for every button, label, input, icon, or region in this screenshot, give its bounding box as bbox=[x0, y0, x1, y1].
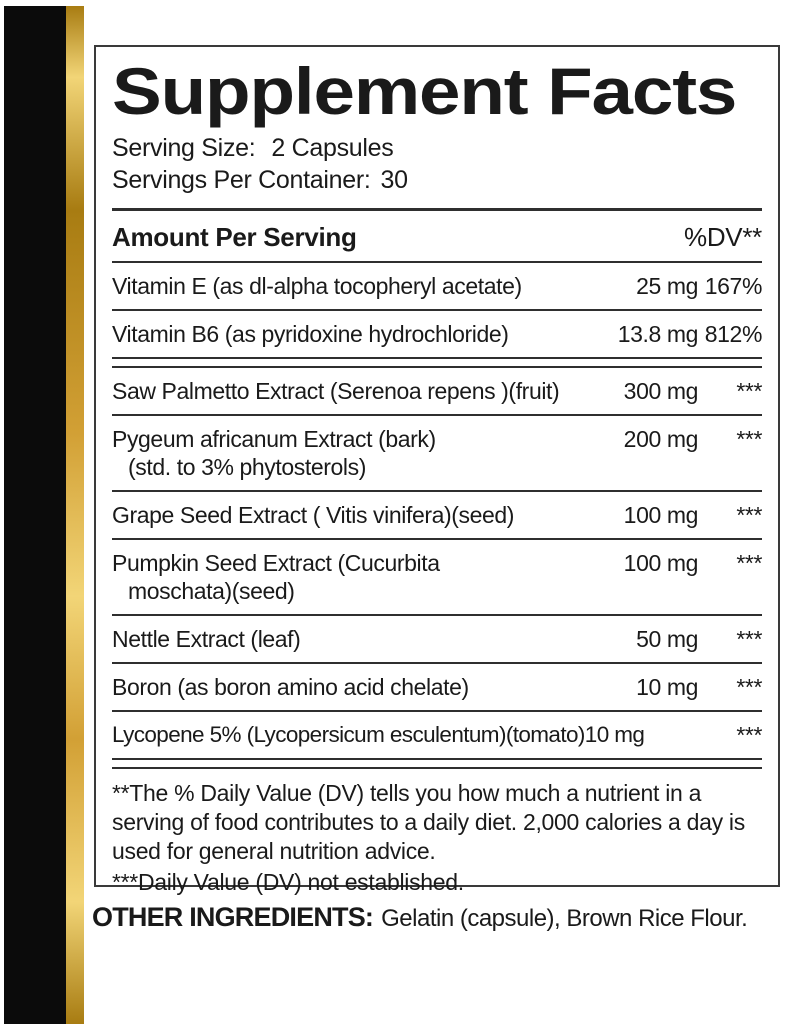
gold-accent-stripe bbox=[66, 6, 84, 1024]
nutrient-dv: *** bbox=[736, 626, 762, 653]
supplement-facts-panel bbox=[94, 45, 780, 896]
row-nettle bbox=[112, 616, 762, 662]
nutrient-dv: *** bbox=[736, 722, 762, 749]
nutrient-amount: 50 mg bbox=[636, 626, 698, 653]
left-black-bar bbox=[4, 6, 66, 1024]
nutrient-name: Nettle Extract (leaf) bbox=[112, 626, 301, 653]
amount-per-serving-header: Amount Per Serving bbox=[112, 222, 357, 253]
divider-double bbox=[112, 758, 762, 769]
nutrient-amount: 200 mg bbox=[623, 426, 698, 453]
nutrient-name-line2: (std. to 3% phytosterols) bbox=[128, 454, 366, 481]
divider-double bbox=[112, 357, 762, 368]
row-vitamin-b6 bbox=[112, 311, 762, 357]
serving-size-line bbox=[112, 132, 762, 164]
servings-per-container-value: 30 bbox=[380, 166, 408, 195]
row-pumpkin-seed bbox=[112, 540, 762, 614]
row-pygeum bbox=[112, 416, 762, 490]
nutrient-dv: *** bbox=[736, 426, 762, 453]
nutrient-dv: 167% bbox=[704, 273, 762, 300]
other-ingredients-label: OTHER INGREDIENTS: bbox=[92, 902, 374, 932]
nutrient-name: Saw Palmetto Extract (Serenoa repens )(fruit) bbox=[112, 378, 560, 405]
nutrient-dv: 812% bbox=[704, 321, 762, 348]
other-ingredients-value: Gelatin (capsule), Brown Rice Flour. bbox=[381, 905, 748, 932]
nutrient-amount: 300 mg bbox=[623, 378, 698, 405]
nutrient-dv: *** bbox=[736, 674, 762, 701]
servings-per-container-label: Servings Per Container: bbox=[112, 166, 371, 195]
nutrient-amount: 100 mg bbox=[623, 502, 698, 529]
row-saw-palmetto bbox=[112, 368, 762, 414]
nutrient-name: Boron (as boron amino acid chelate) bbox=[112, 674, 469, 701]
nutrient-name: Vitamin E (as dl-alpha tocopheryl acetate) bbox=[112, 273, 522, 300]
servings-per-container-line bbox=[112, 164, 762, 196]
not-established-footnote: ***Daily Value (DV) not established. bbox=[112, 869, 464, 896]
row-vitamin-e bbox=[112, 263, 762, 309]
panel-title: Supplement Facts bbox=[112, 54, 737, 128]
nutrient-name: Vitamin B6 (as pyridoxine hydrochloride) bbox=[112, 321, 509, 348]
row-boron bbox=[112, 664, 762, 710]
nutrient-amount: 100 mg bbox=[623, 550, 698, 577]
nutrient-amount: 25 mg bbox=[636, 273, 698, 300]
nutrient-dv: *** bbox=[736, 378, 762, 405]
nutrient-name: Pygeum africanum Extract (bark) bbox=[112, 426, 436, 453]
nutrient-name-line2: moschata)(seed) bbox=[128, 578, 295, 605]
nutrient-dv: *** bbox=[736, 550, 762, 577]
nutrient-dv: *** bbox=[736, 502, 762, 529]
nutrient-name: Pumpkin Seed Extract (Cucurbita bbox=[112, 550, 440, 577]
daily-value-footnote: **The % Daily Value (DV) tells you how much a nutrient in a serving of food contributes to a daily diet. 2,000 calories a day is used for general nutrition advice. bbox=[112, 780, 745, 865]
nutrient-amount: 13.8 mg bbox=[617, 321, 698, 348]
nutrient-amount: 10 mg bbox=[636, 674, 698, 701]
percent-dv-header: %DV** bbox=[684, 222, 762, 253]
column-header-row bbox=[112, 211, 762, 261]
row-grape-seed bbox=[112, 492, 762, 538]
nutrient-name: Grape Seed Extract ( Vitis vinifera)(seed) bbox=[112, 502, 515, 529]
row-lycopene bbox=[112, 712, 762, 758]
other-ingredients-line bbox=[92, 901, 786, 935]
serving-size-value: 2 Capsules bbox=[271, 134, 394, 163]
serving-size-label: Serving Size: bbox=[112, 134, 256, 163]
nutrient-name: Lycopene 5% (Lycopersicum esculentum)(tomato)10 mg bbox=[112, 722, 645, 748]
